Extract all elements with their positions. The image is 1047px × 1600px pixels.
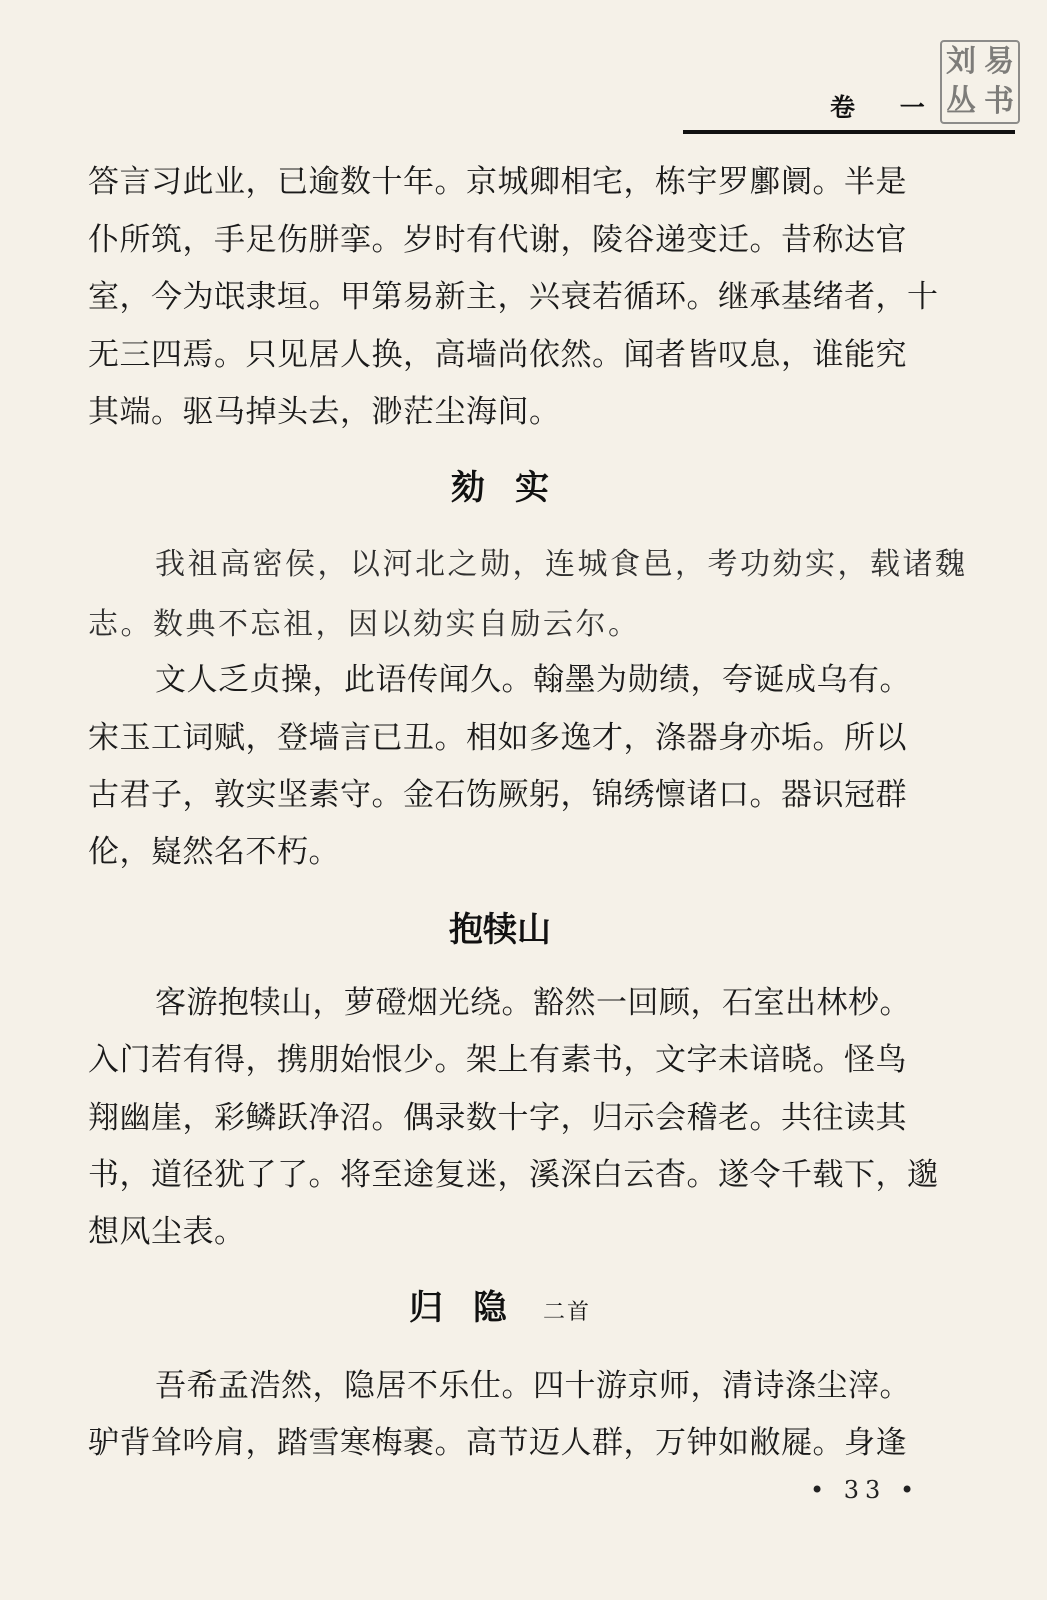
poem-title-row — [0, 1286, 1000, 1335]
text-line: 书，道径犹了了。将至途复迷，溪深白云杳。遂令千载下，邈 — [88, 1157, 939, 1193]
page-number: • 33 • — [810, 1476, 921, 1504]
preface-line: 我祖高密侯，以河北之勋，连城食邑，考功劾实，载诸魏 — [155, 547, 968, 582]
text-line: 室，今为氓隶垣。甲第易新主，兴衰若循环。继承基绪者，十 — [88, 279, 939, 315]
text-line: 文人乏贞操，此语传闻久。翰墨为勋绩，夸诞成乌有。 — [155, 662, 911, 698]
text-line: 古君子，敦实坚素守。金石饬厥躬，锦绣懔诸口。器识冠群 — [88, 777, 907, 813]
text-line: 驴背耸吟肩，踏雪寒梅裹。高节迈人群，万钟如敝屣。身逢 — [88, 1425, 907, 1461]
text-line: 仆所筑，手足伤胼挛。岁时有代谢，陵谷递变迁。昔称达官 — [88, 222, 907, 258]
poem-title: 抱犊山 — [449, 910, 551, 950]
text-line: 客游抱犊山，萝磴烟光绕。豁然一回顾，石室出林杪。 — [155, 985, 911, 1021]
text-line: 其端。驱马掉头去，渺茫尘海间。 — [88, 394, 561, 430]
text-line: 入门若有得，携朋始恨少。架上有素书，文字未谙晓。怪鸟 — [88, 1042, 907, 1078]
seal-char: 易 — [984, 44, 1014, 79]
poem-count-note: 二首 — [542, 1300, 591, 1325]
header-rule — [683, 130, 1015, 134]
seal-char: 书 — [984, 84, 1014, 119]
text-line: 答言习此业，已逾数十年。京城卿相宅，栋宇罗鄽阛。半是 — [88, 164, 907, 200]
preface-line: 志。数典不忘祖，因以劾实自励云尔。 — [88, 607, 641, 642]
seal-char: 丛 — [946, 84, 976, 119]
text-line: 翔幽崖，彩鳞跃净沼。偶录数十字，归示会稽老。共往读其 — [88, 1100, 907, 1136]
publisher-seal — [940, 40, 1020, 124]
text-line: 吾希孟浩然，隐居不乐仕。四十游京师，清诗涤尘滓。 — [155, 1368, 911, 1404]
seal-char: 刘 — [946, 44, 976, 79]
running-head: 卷 一 — [830, 93, 943, 122]
text-line: 宋玉工词赋，登墙言已丑。相如多逸才，涤器身亦垢。所以 — [88, 720, 907, 756]
text-line: 想风尘表。 — [88, 1214, 246, 1250]
poem-title: 劾实 — [451, 468, 579, 508]
text-line: 无三四焉。只见居人换，高墙尚依然。闻者皆叹息，谁能究 — [88, 337, 907, 373]
poem-title: 归隐 — [408, 1288, 537, 1328]
text-line: 伦，嶷然名不朽。 — [88, 834, 340, 870]
